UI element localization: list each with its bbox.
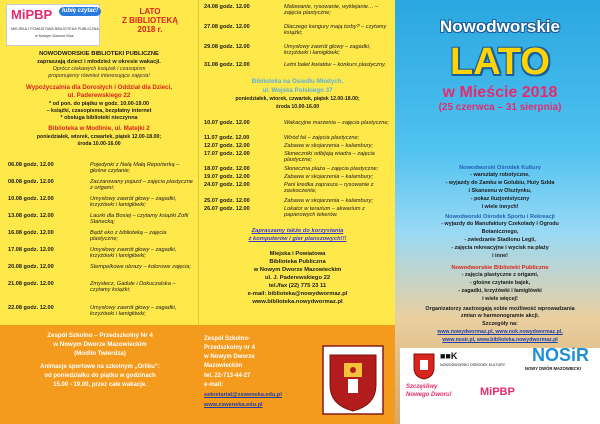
school-crest-icon: [322, 345, 384, 415]
contact-email-label: e-mail:: [204, 382, 224, 388]
event-date: 12.07 godz. 12.00: [204, 143, 250, 149]
event-date: 31.08 godz. 12.00: [204, 62, 250, 68]
event-date: 08.08 godz. 12.00: [8, 179, 54, 185]
link-line1[interactable]: www.nowydwormaz.pl, www.nok.nowydwormaz.pl,: [437, 329, 563, 335]
event-date: 24.07 godz. 12.00: [204, 182, 250, 188]
osir-item: Botanicznego,: [481, 229, 519, 235]
okk-item: i wiele innych!: [481, 204, 519, 210]
school-text1: Animacje sportowe na szkolnym „Orliku”:: [40, 364, 160, 370]
event-desc: Zabawa w skojarzenia – kalambury;: [284, 174, 373, 180]
header-year: 2018 r.: [137, 25, 163, 34]
bp-item: i wiele więcej!: [482, 296, 518, 302]
okk-item: - pokaz iluzjonistyczny: [470, 196, 530, 202]
school-title2: w Nowym Dworze Mazowieckim: [53, 341, 147, 348]
osir-item: - zajęcia rekreacyjne i wycisk na plaży: [451, 245, 549, 251]
lib-email[interactable]: e-mail: biblioteka@nowydwormaz.pl: [247, 291, 348, 297]
note1: Organizatorzy zastrzegają sobie możliwość wprowadzania: [425, 306, 575, 312]
note2: zmian w harmonogramie akcji.: [460, 313, 540, 319]
event-desc: Malowanie, rysowanie, wyklejanie… – zajęcia plastyczne;: [284, 4, 379, 17]
event-desc: Zmysłecz, Gadułe i Dokuczalska – czytamy książki;: [90, 281, 176, 294]
intro-title: NOWODWORSKIE BIBLIOTEKI PUBLICZNE: [39, 51, 159, 57]
okk-item: i Skansenu w Olsztynku,: [468, 188, 532, 194]
bp-item: - głośne czytanie bajek,: [469, 280, 531, 286]
osir-item: - zwiedzanie Stadionu Legii,: [464, 237, 536, 243]
event-desc: Letni balet kwiatów – konkurs plastyczny.: [284, 62, 386, 68]
okk-title: Nowodworski Ośrodek Kultury: [459, 165, 541, 171]
okk-item: - wyjazdy do Zamku w Golubiu, Huty Szkła: [445, 180, 555, 186]
intro-line2: Oprócz ciekawych książek i czasopism: [52, 66, 146, 72]
branch3-title1: Biblioteka na Osiedlu Młodych,: [251, 78, 344, 85]
school-text2: od poniedziałku do piątku w godzinach: [44, 373, 156, 379]
column-divider: [198, 0, 199, 325]
event-date: 27.08 godz. 12.00: [204, 24, 250, 30]
event-date: 17.07 godz. 12.00: [204, 151, 250, 157]
title-w-miescie: w Mieście 2018: [442, 84, 558, 101]
osir-item: i inne!: [492, 253, 508, 259]
city-slogan2: Nowego Dworu!: [406, 392, 452, 398]
bp-title: Nowodworskie Biblioteki Publiczne: [451, 265, 549, 271]
event-date: 17.08 godz. 12.00: [8, 247, 54, 253]
event-date: 06.08 godz. 12.00: [8, 162, 54, 168]
mipbp-logo: [6, 4, 100, 46]
event-desc: Pojedynki z Nelą Małą Reporterką – głośne czytanie;: [90, 162, 180, 175]
event-date: 22.08 godz. 12.00: [8, 305, 54, 311]
logo-sub2: w Nowym Dworze Maz.: [35, 34, 75, 38]
event-date: 10.07 godz. 12.00: [204, 120, 250, 126]
header-lato: LATO: [139, 7, 161, 16]
branch3-hours2: środa 10.00-16.00: [275, 104, 320, 110]
title-dates: (25 czerwca – 31 sierpnia): [438, 102, 562, 113]
event-date: 16.08 godz. 12.00: [8, 230, 54, 236]
intro-line3: proponujemy również interesujące zajęcia!: [48, 73, 150, 79]
event-desc: Stempelkowe obrazy – kolorowe zajęcia;: [90, 264, 192, 270]
branch1-hours2: – książki, czasopisma, bezpłatny internet: [46, 108, 152, 114]
school-text3: 15.00 - 19.00, przez całe wakacje.: [53, 382, 147, 388]
event-date: 10.08 godz. 12.00: [8, 196, 54, 202]
event-desc: Słoneczniki odbijają wiadra – zajęcia plastyczne;: [284, 151, 375, 164]
event-date: 24.08 godz. 12.00: [204, 4, 250, 10]
invite-line1: Zapraszamy także do korzystania: [251, 228, 344, 234]
branch3-title2: ul. Wojska Polskiego 37: [262, 87, 333, 94]
invite-line2: z komputerów i gier planszowych!!!: [248, 236, 347, 242]
link-line2[interactable]: www.nosir.pl, www.biblioteka.nowydwormaz.pl: [442, 337, 558, 343]
okk-item: - warsztaty robotyczne,: [470, 172, 530, 178]
lib-website[interactable]: www.biblioteka.nowydwormaz.pl: [252, 299, 343, 305]
lib-name1: Miejska i Powiatowa: [269, 251, 326, 257]
logo-slogan: lubię czytać!: [59, 7, 101, 16]
logo-text: MiPBP: [11, 7, 53, 22]
event-desc: Umysłowy zawrót głowy – zagadki, krzyżówki i łamigłówki;: [90, 247, 177, 260]
contact-tel: tel. 22-713-44-27: [204, 373, 251, 379]
event-desc: Słoneczna plaża – zajęcia plastyczne;: [284, 166, 379, 172]
event-desc: Umysłowy zawrót głowy – zagadki, krzyżówki i łamigłówki;: [284, 44, 371, 57]
branch1-hours1: * od pon. do piątku w godz. 10.00-19.00: [48, 101, 150, 107]
event-desc: Wakacyjne marzenia – zajęcia plastyczne;: [284, 120, 389, 126]
contact1: Zespół Szkolno-: [204, 336, 251, 342]
title-nowodworskie: Nowodworskie: [440, 17, 560, 36]
event-desc: Zabawa w skojarzenia – kalambury;: [284, 143, 373, 149]
event-desc: Laurki dla Bosiej – czytamy książki Zofii Stanecką;: [90, 213, 189, 226]
details-label: Szczegóły na:: [482, 321, 518, 327]
event-desc: Pani kredka zaprasza – rysowanie z zaskoczenia;: [284, 182, 374, 195]
osir-item: - wyjazdy do Manufaktury Czekolady i Ogrodu: [441, 221, 559, 227]
lib-address: ul. J. Paderewskiego 22: [264, 275, 331, 281]
nok-logo-mark: ■■K: [440, 351, 458, 361]
event-desc: Dlaczego kangury mają torby? – czytamy książki;: [284, 24, 387, 37]
city-slogan1: Szczęśliwy: [406, 384, 438, 390]
logo-sub1: MIEJSKA I POWIATOWA BIBLIOTEKA PUBLICZNA: [11, 27, 99, 31]
event-desc: Zabawa w skojarzenia – kalambury;: [284, 198, 373, 204]
branch2-hours2: środa 10.00-16.00: [77, 141, 121, 147]
event-desc: Lokator w terarium – akwarium z papierowych tekerów.: [284, 206, 365, 219]
nosir-logo-sub: NOWY DWÓR MAZOWIECKI: [525, 366, 581, 371]
branch1-title1: Wypożyczalnia dla Dorosłych i Oddział dla Dzieci,: [25, 84, 173, 91]
osir-title: Nowodworski Ośrodek Sportu i Rekreacji: [445, 214, 555, 220]
event-desc: Wiród fal – zajęcia plastyczne;: [284, 135, 360, 141]
event-date: 20.08 godz. 12.00: [8, 264, 54, 270]
branch2-hours1: poniedziałek, wtorek, czwartek, piątek 12.00-18.00;: [36, 134, 162, 140]
nok-logo-text: NOWODWORSKI OŚRODEK KULTURY: [440, 363, 506, 367]
event-date: 21.08 godz. 12.00: [8, 281, 54, 287]
contact-website[interactable]: www.zsweneka.edu.pl: [204, 402, 263, 408]
event-desc: Zaczarowany pojazd – zajęcia plastyczne z origami;: [90, 179, 193, 192]
event-desc: Bądź eko z biblioteką – zajęcia plastyczne;: [90, 230, 167, 243]
contact-email[interactable]: sekretariat@zsweneka.edu.pl: [204, 392, 282, 398]
nosir-logo-text: NOSiR: [532, 345, 590, 365]
event-date: 25.07 godz. 12.00: [204, 198, 250, 204]
school-title1: Zespół Szkolno – Przedszkolny Nr 4: [47, 332, 153, 339]
lib-name2: Biblioteka Publiczna: [269, 259, 326, 265]
mipbp-logo-bottom: MiPBP: [480, 386, 515, 398]
contact2: Przedszkolny nr 4: [204, 345, 256, 351]
event-desc: Umysłowy zawrót głowy – zagadki, krzyżówki i łamigłówki;: [90, 196, 177, 209]
header-biblioteka: Z BIBLIOTEKĄ: [122, 16, 178, 25]
event-date: 11.07 godz. 12.00: [204, 135, 250, 141]
lib-name3: w Nowym Dworze Mazowieckim: [253, 267, 342, 273]
contact4: Mazowieckim: [204, 363, 243, 369]
event-date: 18.07 godz. 12.00: [204, 166, 250, 172]
lib-tel: tel./fax (22) 775 23 11: [268, 283, 327, 289]
city-crest-icon: [412, 352, 436, 380]
event-desc: Umysłowy zawrót głowy – zagadki, krzyżówki i łamigłówki;: [90, 305, 177, 318]
bp-item: - zajęcia plastyczne z origami,: [461, 272, 539, 278]
contact3: w Nowym Dworze: [204, 354, 255, 360]
event-date: 13.08 godz. 12.00: [8, 213, 54, 219]
branch1-hours3: * obsługa biblioteki nieczynna: [60, 115, 138, 121]
school-title3: (Modlin Twierdza): [74, 350, 126, 357]
intro-line1: zapraszają dzieci i młodzież w okresie wakacji.: [37, 59, 161, 65]
event-date: 29.08 godz. 12.00: [204, 44, 250, 50]
event-date: 19.07 godz. 12.00: [204, 174, 250, 180]
event-date: 26.07 godz. 12.00: [204, 206, 250, 212]
branch3-hours1: poniedziałek, wtorek, czwartek, piątek 12.00-18.00;: [235, 96, 360, 102]
bp-item: - zagadki, krzyżówki i łamigłówki: [458, 288, 542, 294]
branch1-title2: ul. Paderewskiego 22: [67, 92, 131, 99]
branch2-title: Biblioteka w Modlinie, ul. Matejki 2: [48, 125, 150, 132]
title-lato: LATO: [450, 41, 550, 83]
